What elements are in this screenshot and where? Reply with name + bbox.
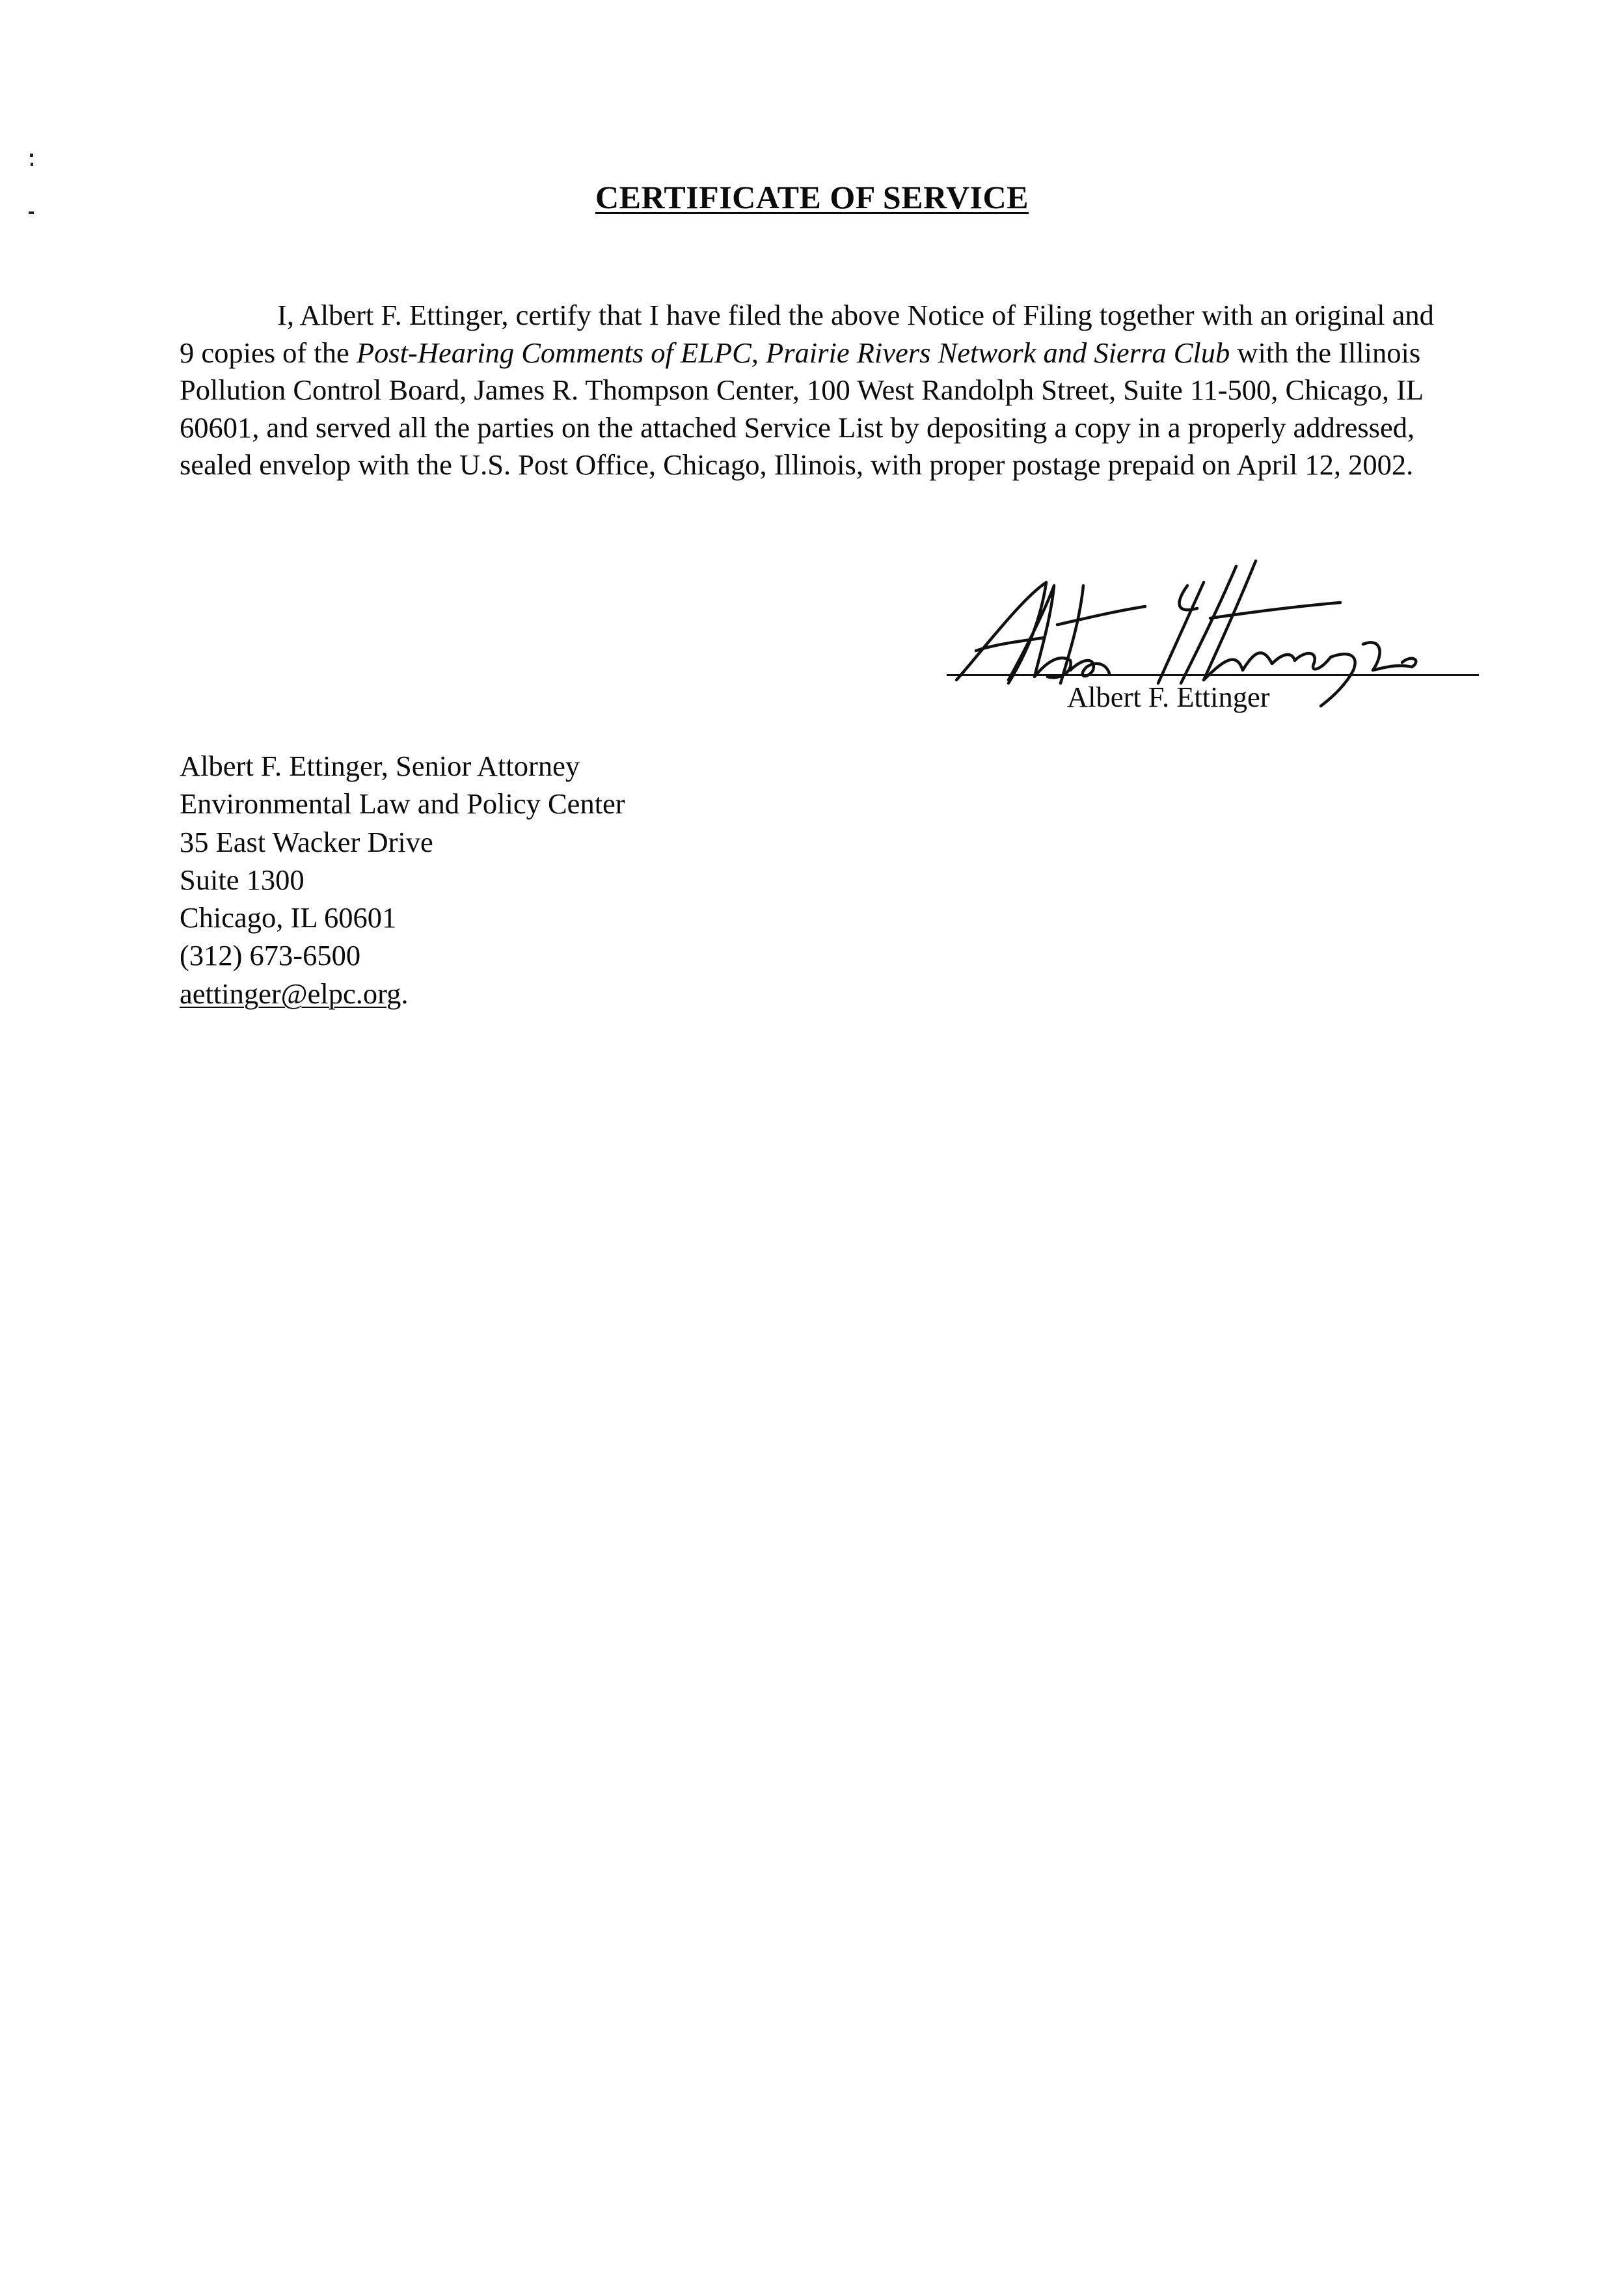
- body-text-part2: with the Illinois Pollution Control Board, James R. Thompson Center, 100 West Randolph Street, Suite 11-500, Chicago, IL 60601, and served all the parties on the attached Service List by depositing a copy in a properly addressed, sealed envelop with the U.S. Post Office, Chicago, Illinois, with proper postage prepaid on April 12, 2002.: [180, 336, 1423, 481]
- signer-city-state-zip: Chicago, IL 60601: [180, 901, 397, 934]
- signer-organization: Environmental Law and Policy Center: [180, 787, 625, 821]
- scan-mark-2: [31, 163, 33, 166]
- scan-mark-1: [30, 154, 33, 157]
- signature-handwritten-text: [0, 0, 1, 1]
- comments-title: Post-Hearing Comments of ELPC, Prairie Rivers Network and Sierra Club: [356, 336, 1230, 369]
- body-text-part1: I, Albert F. Ettinger, certify that I have filed the above Notice of Filing together with an original and 9 copies of the: [180, 299, 1434, 369]
- signer-phone: (312) 673-6500: [180, 939, 361, 972]
- signature-printed-name: Albert F. Ettinger: [1067, 681, 1270, 713]
- signer-email-link[interactable]: aettinger@elpc.org: [180, 977, 401, 1010]
- signer-address-block: [180, 747, 625, 1012]
- signer-email-line: [180, 975, 625, 1012]
- signature-line: [947, 674, 1479, 676]
- signer-street: 35 East Wacker Drive: [180, 825, 433, 858]
- certificate-body: [180, 297, 1455, 484]
- document-title: CERTIFICATE OF SERVICE: [595, 179, 1029, 215]
- signer-name-title: Albert F. Ettinger, Senior Attorney: [180, 750, 580, 782]
- signer-email-period: .: [401, 977, 409, 1010]
- signer-suite: Suite 1300: [180, 863, 304, 896]
